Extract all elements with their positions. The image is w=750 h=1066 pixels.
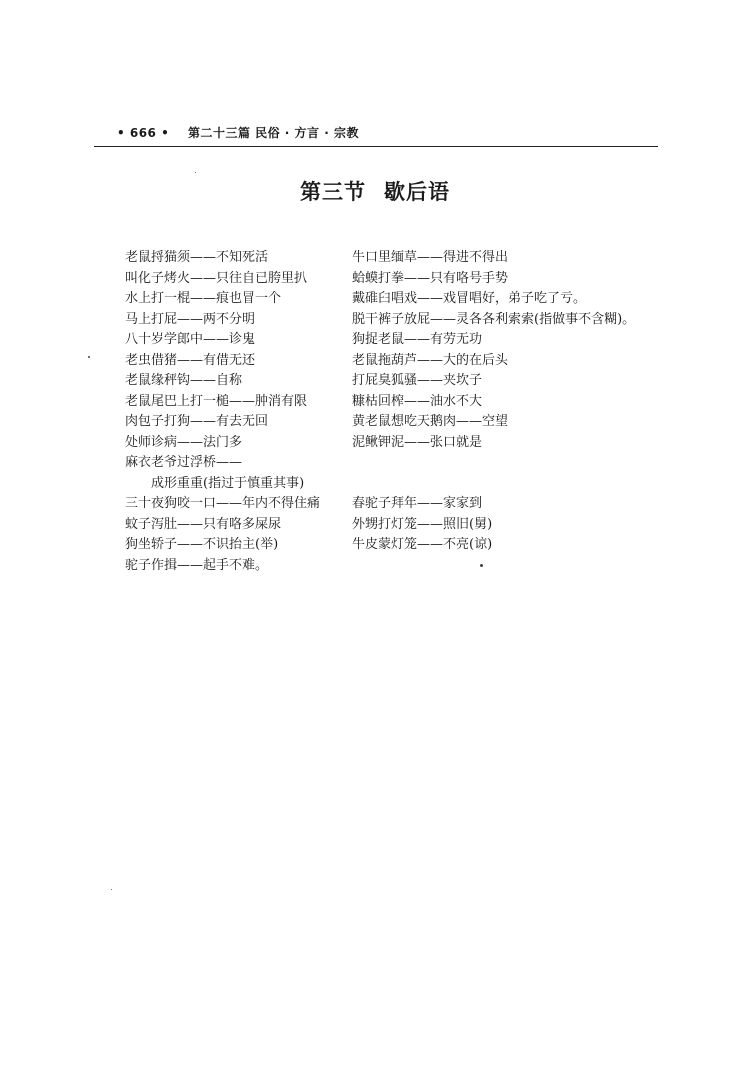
saying-line: 八十岁学郎中——诊鬼	[125, 332, 256, 347]
section-title: 歇后语	[384, 180, 450, 204]
saying-line: 老鼠缘秤钩——自称	[125, 373, 243, 388]
saying-line: 叫化子烤火——只往自已胯里扒	[125, 270, 308, 286]
left-column	[125, 248, 345, 576]
saying-line: 老鼠捋猫须——不知死活	[125, 250, 269, 265]
header-rule	[94, 146, 658, 147]
saying-line: 肉包子打狗——有去无回	[125, 414, 269, 429]
saying-line: 脱干裤子放屁——灵各各利索索(指做事不含糊)。	[352, 311, 636, 327]
saying-line: 狗坐轿子——不识抬主(举)	[125, 537, 279, 552]
saying-line: 打屁臭狐骚——夹坎子	[352, 373, 483, 388]
scan-speck	[195, 172, 196, 173]
blank-line	[352, 453, 682, 474]
saying-line: 驼子作揖——起手不难。	[125, 557, 269, 573]
saying-line: 三十夜狗咬一口——年内不得住痛	[125, 496, 321, 511]
saying-line: 老鼠拖葫芦——大的在后头	[352, 352, 509, 368]
scan-speck	[480, 564, 483, 567]
right-column	[352, 248, 682, 576]
saying-line: 泥鳅钾泥——张口就是	[352, 434, 483, 450]
saying-line: 狗捉老鼠——有劳无功	[352, 332, 483, 347]
saying-line: 蚊子泻肚——只有咯多屎尿	[125, 516, 282, 532]
saying-continuation: 成形重重(指过于慎重其事)	[151, 475, 305, 491]
page-number: • 666 •	[117, 126, 170, 140]
saying-line: 戴碓臼唱戏——戏冒唱好，弟子吃了亏。	[352, 291, 587, 306]
section-heading	[0, 176, 750, 206]
saying-line: 老鼠尾巴上打一槌——肿消有限	[125, 393, 308, 409]
saying-line: 春驼子拜年——家家到	[352, 496, 483, 511]
scan-speck	[88, 356, 90, 358]
saying-line: 麻衣老爷过浮桥——	[125, 455, 243, 470]
blank-line	[352, 556, 682, 577]
saying-line: 外甥打灯笼——照旧(舅)	[352, 516, 493, 532]
saying-line: 老虫借猪——有借无还	[125, 352, 256, 368]
blank-line	[352, 474, 682, 495]
saying-line: 黄老鼠想吃天鹅肉——空望	[352, 414, 509, 429]
saying-line: 水上打一棍——痕也冒一个	[125, 291, 282, 306]
saying-line: 马上打屁——两不分明	[125, 311, 256, 327]
section-number: 第三节	[300, 180, 366, 204]
running-head	[117, 124, 359, 141]
saying-line: 蛤蟆打拳——只有咯号手势	[352, 270, 509, 286]
saying-line: 糠枯回榨——油水不大	[352, 393, 483, 409]
saying-line: 处师诊病——法门多	[125, 434, 243, 450]
saying-line: 牛口里缅草——得进不得出	[352, 250, 509, 265]
saying-line: 牛皮蒙灯笼——不亮(谅)	[352, 537, 493, 552]
scan-speck	[111, 889, 112, 890]
running-title: 第二十三篇 民俗 · 方言 · 宗教	[187, 126, 359, 140]
